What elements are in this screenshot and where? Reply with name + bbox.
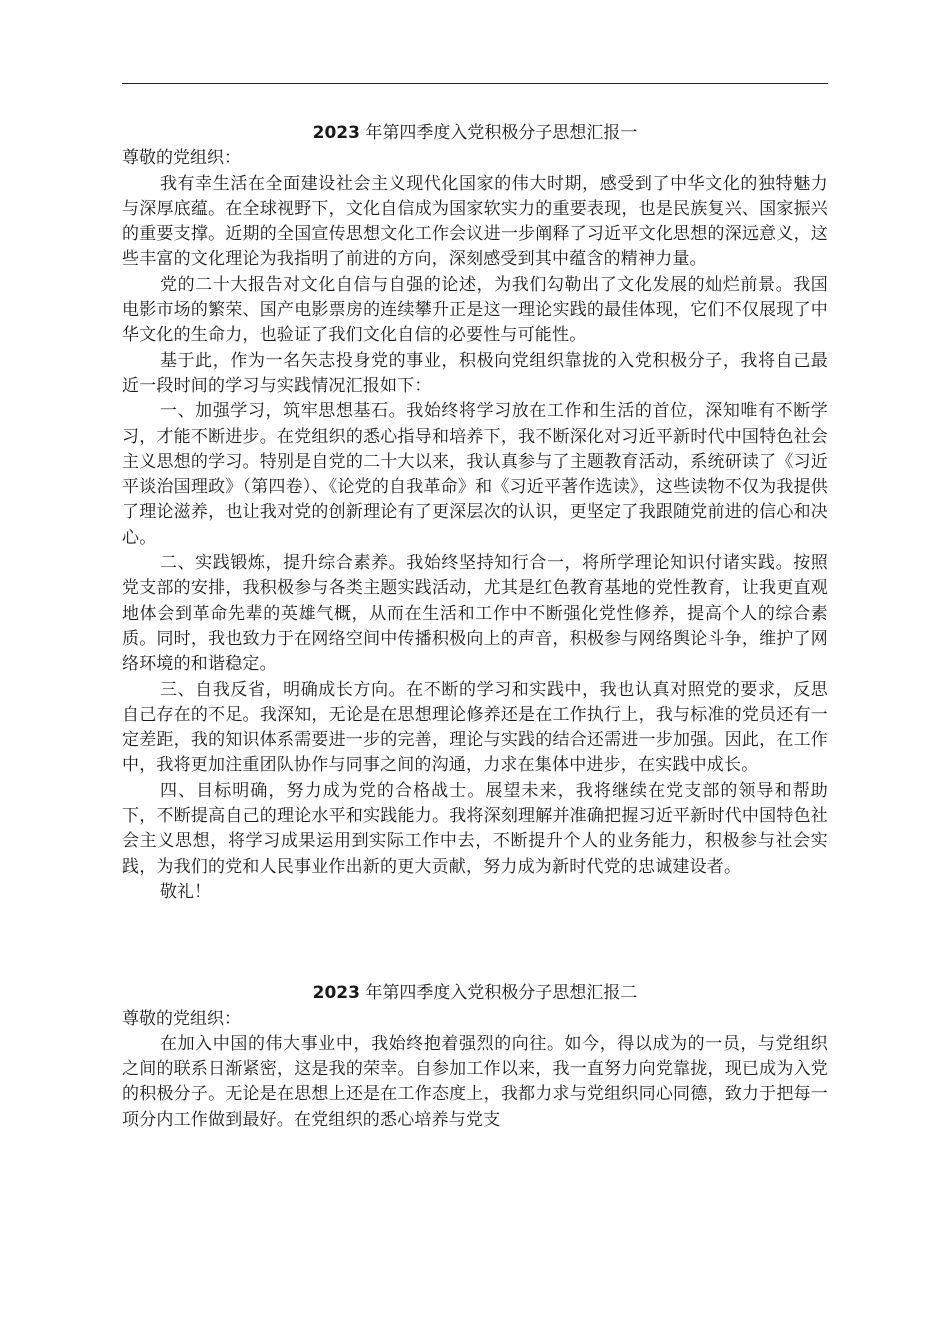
- report-1-section-practice: 二、实践锻炼，提升综合素养。我始终坚持知行合一，将所学理论知识付诸实践。按照党支部的安排，我积极参与各类主题实践活动，尤其是红色教育基地的党性教育，让我更直观地体会到革命先辈的英雄气概，从而在生活和工作中不断强化党性修养，提高个人的综合素质。同时，我也致力于在网络空间中传播积极向上的声音，积极参与网络舆论斗争，维护了网络环境的和谐稳定。: [122, 553, 828, 675]
- section-spacer: [122, 905, 828, 981]
- report-1-title-text: 年第四季度入党积极分子思想汇报一: [365, 123, 638, 143]
- report-1-section-reflection: 三、自我反省，明确成长方向。在不断的学习和实践中，我也认真对照党的要求，反思自己存在的不足。我深知，无论是在思想理论修养还是在工作执行上，我与标准的党员还有一定差距，我的知识体系需要进一步的完善，理论与实践的结合还需进一步加强。因此，在工作中，我将更加注重团队协作与同事之间的沟通，力求在集体中进步，在实践中成长。: [122, 679, 828, 776]
- report-2-salutation: 尊敬的党组织：: [122, 1008, 241, 1029]
- report-1-section-study: 一、加强学习，筑牢思想基石。我始终将学习放在工作和生活的首位，深知唯有不断学习，才能不断进步。在党组织的悉心指导和培养下，我不断深化对习近平新时代中国特色社会主义思想的学习。特别是自党的二十大以来，我认真参与了主题教育活动，系统研读了《习近平谈治国理政》（第四卷）、《论党的自我革命》和《习近平著作选读》，这些读物不仅为我提供了理论滋养，也让我对党的创新理论有了更深层次的认识，更坚定了我跟随党前进的信心和决心。: [122, 401, 828, 548]
- report-2-paragraph: 在加入中国的伟大事业中，我始终抱着强烈的向往。如今，得以成为的一员，与党组织之间的联系日渐紧密，这是我的荣幸。自参加工作以来，我一直努力向党靠拢，现已成为入党的积极分子。无论是在思想上还是在工作态度上，我都力求与党组织同心同德，致力于把每一项分内工作做到最好。在党组织的悉心培养与党支: [122, 1033, 828, 1130]
- report-1-title: [122, 121, 828, 146]
- document-body: [122, 121, 828, 1133]
- report-2-title: [122, 981, 828, 1006]
- header-rule: [122, 83, 828, 84]
- report-1-title-year: 2023: [312, 123, 360, 143]
- report-1-section-goal: 四、目标明确，努力成为党的合格战士。展望未来，我将继续在党支部的领导和帮助下，不断提高自己的理论水平和实践能力。我将深刻理解并准确把握习近平新时代中国特色社会主义思想，将学习成果运用到实际工作中去，不断提升个人的业务能力，积极参与社会实践，为我们的党和人民事业作出新的更大贡献，努力成为新时代党的忠诚建设者。: [122, 780, 828, 877]
- report-2-title-text: 年第四季度入党积极分子思想汇报二: [365, 983, 638, 1004]
- report-1-paragraph: 党的二十大报告对文化自信与自强的论述，为我们勾勒出了文化发展的灿烂前景。我国电影市场的繁荣、国产电影票房的连续攀升正是这一理论实践的最佳体现，它们不仅展现了中华文化的生命力，也验证了我们文化自信的必要性与可能性。: [122, 274, 828, 346]
- report-1-salutation: 尊敬的党组织：: [122, 148, 241, 169]
- report-1-paragraph: 我有幸生活在全面建设社会主义现代化国家的伟大时期，感受到了中华文化的独特魅力与深厚底蕴。在全球视野下，文化自信成为国家软实力的重要表现，也是民族复兴、国家振兴的重要支撑。近期的全国宣传思想文化工作会议进一步阐释了习近平文化思想的深远意义，这些丰富的文化理论为我指明了前进的方向，深刻感受到其中蕴含的精神力量。: [122, 173, 828, 270]
- report-2-title-year: 2023: [312, 983, 360, 1004]
- report-1-paragraph: 基于此，作为一名矢志投身党的事业，积极向党组织靠拢的入党积极分子，我将自己最近一段时间的学习与实践情况汇报如下：: [122, 350, 828, 396]
- report-1-closing: 敬礼！: [160, 881, 211, 902]
